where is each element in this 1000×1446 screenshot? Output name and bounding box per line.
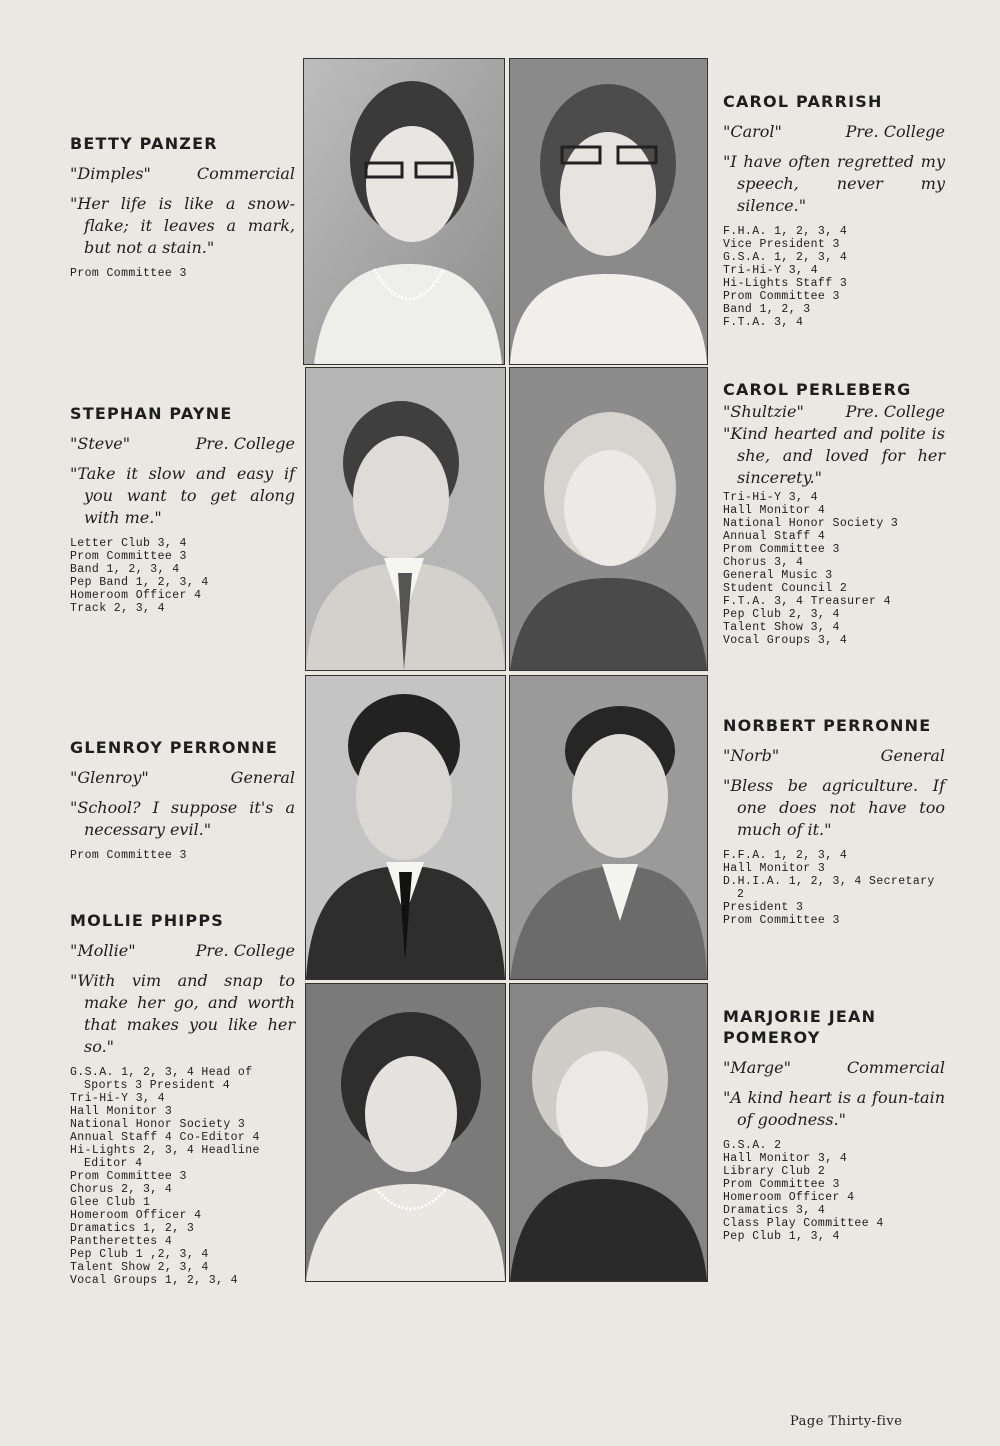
- activity-item: Hall Monitor 4: [723, 504, 826, 517]
- activity-item: Prom Committee 3: [70, 550, 187, 563]
- activity-list: [723, 849, 945, 927]
- activity-item: President 3: [723, 901, 804, 914]
- activity-item: F.T.A. 3, 4: [723, 316, 804, 329]
- photo-glenroy-perronne: [305, 675, 506, 980]
- student-nickname: "Shultzie": [723, 402, 804, 421]
- activity-item: D.H.I.A. 1, 2, 3, 4 Secretary 2: [723, 875, 935, 901]
- activity-item: Glee Club 1: [70, 1196, 151, 1209]
- student-nickname: "Dimples": [70, 164, 151, 183]
- entry-glenroy-perronne: [70, 737, 295, 862]
- activity-item: Track 2, 3, 4: [70, 602, 165, 615]
- photo-mollie-phipps: [305, 983, 506, 1282]
- entry-betty-panzer: [70, 133, 295, 280]
- student-name: STEPHAN PAYNE: [70, 404, 233, 423]
- student-quote: "Her life is like a snow-flake; it leaves a mark, but not a stain.": [70, 194, 295, 257]
- activity-item: F.T.A. 3, 4 Treasurer 4: [723, 595, 891, 608]
- activity-item: Prom Committee 3: [723, 1178, 840, 1191]
- activity-item: Letter Club 3, 4: [70, 537, 187, 550]
- activity-item: Hi-Lights 2, 3, 4 Headline Editor 4: [70, 1144, 260, 1170]
- activity-list: [723, 1139, 945, 1243]
- activity-item: Talent Show 3, 4: [723, 621, 840, 634]
- activity-item: Pep Club 1, 3, 4: [723, 1230, 840, 1243]
- activity-item: G.S.A. 1, 2, 3, 4: [723, 251, 848, 264]
- activity-item: Vice President 3: [723, 238, 840, 251]
- student-name: BETTY PANZER: [70, 134, 218, 153]
- student-nickname: "Norb": [723, 746, 780, 765]
- student-quote: "Take it slow and easy if you want to get along with me.": [70, 464, 295, 527]
- student-course: Pre. College: [845, 122, 945, 141]
- activity-item: Annual Staff 4: [723, 530, 826, 543]
- activity-item: National Honor Society 3: [723, 517, 899, 530]
- student-name: NORBERT PERRONNE: [723, 716, 932, 735]
- photo-carol-perleberg: [509, 367, 708, 671]
- photo-norbert-perronne: [509, 675, 708, 980]
- activity-item: Tri-Hi-Y 3, 4: [70, 1092, 165, 1105]
- activity-item: F.F.A. 1, 2, 3, 4: [723, 849, 848, 862]
- activity-item: Hall Monitor 3: [70, 1105, 173, 1118]
- activity-list: [70, 1066, 295, 1287]
- student-quote: "With vim and snap to make her go, and worth that makes you like her so.": [70, 971, 295, 1056]
- student-quote: "School? I suppose it's a necessary evil.": [70, 798, 295, 839]
- activity-item: Hall Monitor 3, 4: [723, 1152, 848, 1165]
- activity-list: [723, 491, 945, 647]
- activity-list: [723, 225, 945, 329]
- activity-item: Pantherettes 4: [70, 1235, 173, 1248]
- activity-item: National Honor Society 3: [70, 1118, 246, 1131]
- activity-item: Dramatics 1, 2, 3: [70, 1222, 195, 1235]
- student-course: Pre. College: [195, 941, 295, 960]
- student-name: MARJORIE JEAN POMEROY: [723, 1007, 877, 1047]
- activity-item: Vocal Groups 1, 2, 3, 4: [70, 1274, 238, 1287]
- student-nickname: "Marge": [723, 1058, 791, 1077]
- photo-betty-panzer: [303, 58, 505, 365]
- student-nickname: "Carol": [723, 122, 782, 141]
- entry-carol-perleberg: [723, 379, 945, 647]
- entry-marjorie-pomeroy: [723, 1006, 945, 1243]
- activity-item: Pep Club 1 ,2, 3, 4: [70, 1248, 209, 1261]
- activity-item: Band 1, 2, 3, 4: [70, 563, 180, 576]
- student-quote: "I have often regretted my speech, never my silence.": [723, 152, 945, 215]
- activity-item: Tri-Hi-Y 3, 4: [723, 491, 818, 504]
- activity-item: G.S.A. 1, 2, 3, 4 Head of Sports 3 President 4: [70, 1066, 253, 1092]
- activity-item: Prom Committee 3: [723, 543, 840, 556]
- activity-item: Hall Monitor 3: [723, 862, 826, 875]
- activity-item: Hi-Lights Staff 3: [723, 277, 848, 290]
- student-name: CAROL PERLEBERG: [723, 380, 912, 399]
- activity-list: [70, 849, 295, 862]
- activity-item: F.H.A. 1, 2, 3, 4: [723, 225, 848, 238]
- student-course: Commercial: [196, 164, 295, 183]
- activity-item: Chorus 3, 4: [723, 556, 804, 569]
- activity-item: Talent Show 2, 3, 4: [70, 1261, 209, 1274]
- student-name: GLENROY PERRONNE: [70, 738, 278, 757]
- activity-item: Prom Committee 3: [723, 290, 840, 303]
- activity-list: [70, 537, 295, 615]
- activity-item: Prom Committee 3: [70, 267, 187, 280]
- student-nickname: "Mollie": [70, 941, 136, 960]
- student-name: CAROL PARRISH: [723, 92, 883, 111]
- activity-item: Band 1, 2, 3: [723, 303, 811, 316]
- student-course: Pre. College: [845, 402, 945, 421]
- activity-item: Prom Committee 3: [723, 914, 840, 927]
- photo-stephan-payne: [305, 367, 506, 671]
- activity-item: Pep Club 2, 3, 4: [723, 608, 840, 621]
- activity-item: Student Council 2: [723, 582, 848, 595]
- activity-item: Prom Committee 3: [70, 1170, 187, 1183]
- entry-carol-parrish: [723, 91, 945, 329]
- student-course: General: [880, 746, 945, 765]
- activity-item: Library Club 2: [723, 1165, 826, 1178]
- activity-item: Dramatics 3, 4: [723, 1204, 826, 1217]
- student-name: MOLLIE PHIPPS: [70, 911, 225, 930]
- activity-item: G.S.A. 2: [723, 1139, 782, 1152]
- activity-item: Tri-Hi-Y 3, 4: [723, 264, 818, 277]
- entry-stephan-payne: [70, 403, 295, 615]
- photo-marjorie-pomeroy: [509, 983, 708, 1282]
- activity-item: Vocal Groups 3, 4: [723, 634, 848, 647]
- activity-item: Annual Staff 4 Co-Editor 4: [70, 1131, 260, 1144]
- activity-list: [70, 267, 295, 280]
- activity-item: Homeroom Officer 4: [70, 589, 202, 602]
- activity-item: Prom Committee 3: [70, 849, 187, 862]
- activity-item: Class Play Committee 4: [723, 1217, 884, 1230]
- student-nickname: "Steve": [70, 434, 131, 453]
- entry-mollie-phipps: [70, 910, 295, 1287]
- activity-item: Chorus 2, 3, 4: [70, 1183, 173, 1196]
- page-number: Page Thirty-five: [790, 1414, 903, 1429]
- student-course: Pre. College: [195, 434, 295, 453]
- student-course: General: [230, 768, 295, 787]
- student-quote: "Kind hearted and polite is she, and loved for her sincerety.": [723, 424, 945, 487]
- student-course: Commercial: [846, 1058, 945, 1077]
- photo-carol-parrish: [509, 58, 708, 365]
- activity-item: Homeroom Officer 4: [70, 1209, 202, 1222]
- activity-item: Pep Band 1, 2, 3, 4: [70, 576, 209, 589]
- activity-item: Homeroom Officer 4: [723, 1191, 855, 1204]
- student-quote: "A kind heart is a foun-tain of goodness.": [723, 1088, 945, 1129]
- entry-norbert-perronne: [723, 715, 945, 927]
- activity-item: General Music 3: [723, 569, 833, 582]
- student-nickname: "Glenroy": [70, 768, 149, 787]
- student-quote: "Bless be agriculture. If one does not have too much of it.": [723, 776, 945, 839]
